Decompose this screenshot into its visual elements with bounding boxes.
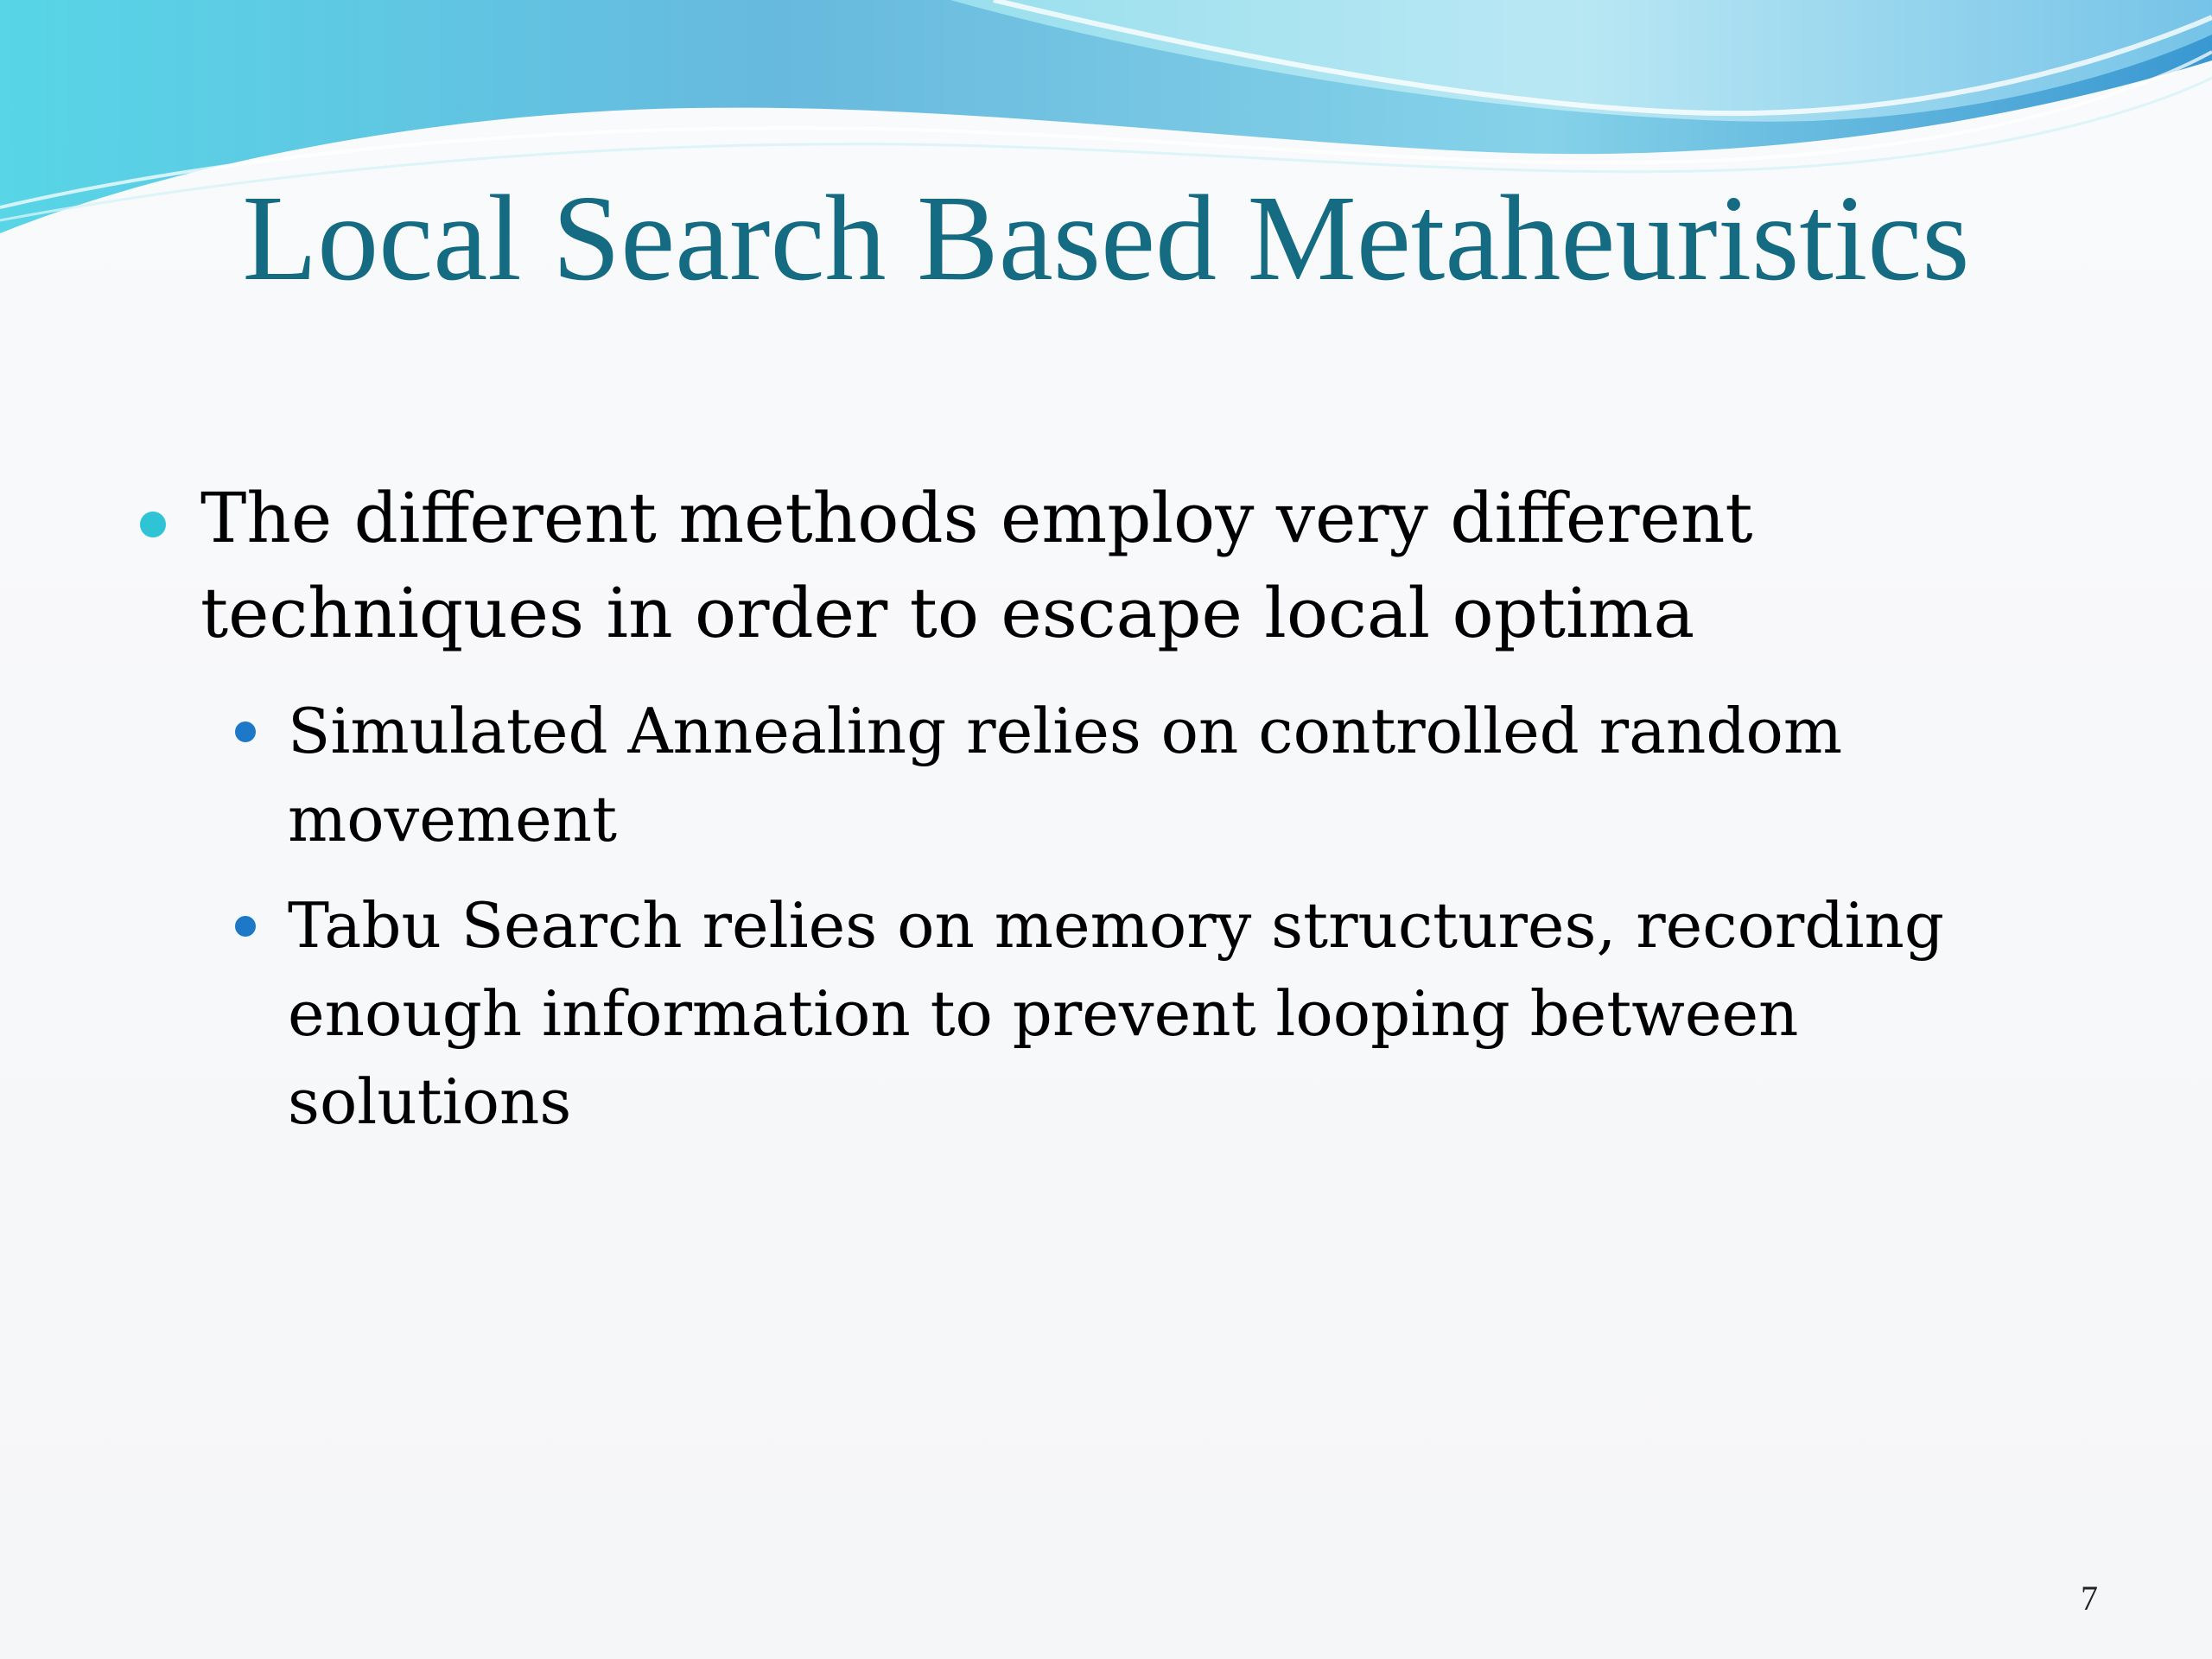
- slide-title: Local Search Based Metaheuristics: [242, 169, 1970, 306]
- bullet-dot-icon: [235, 916, 256, 937]
- bullet-line: techniques in order to escape local optima: [200, 573, 1695, 653]
- slide-number: 7: [2081, 1579, 2098, 1618]
- bullet-line: Tabu Search relies on memory structures, recording: [288, 889, 1944, 962]
- bullet-line: The different methods employ very different: [200, 478, 1753, 558]
- bullet-dot-icon: [140, 512, 166, 537]
- bullet-line: movement: [288, 783, 618, 855]
- bullet-line: enough information to prevent looping between: [288, 977, 1799, 1050]
- bullet-dot-icon: [235, 721, 256, 742]
- bullet-line: Simulated Annealing relies on controlled random: [288, 695, 1843, 767]
- bullet-line: solutions: [288, 1065, 572, 1138]
